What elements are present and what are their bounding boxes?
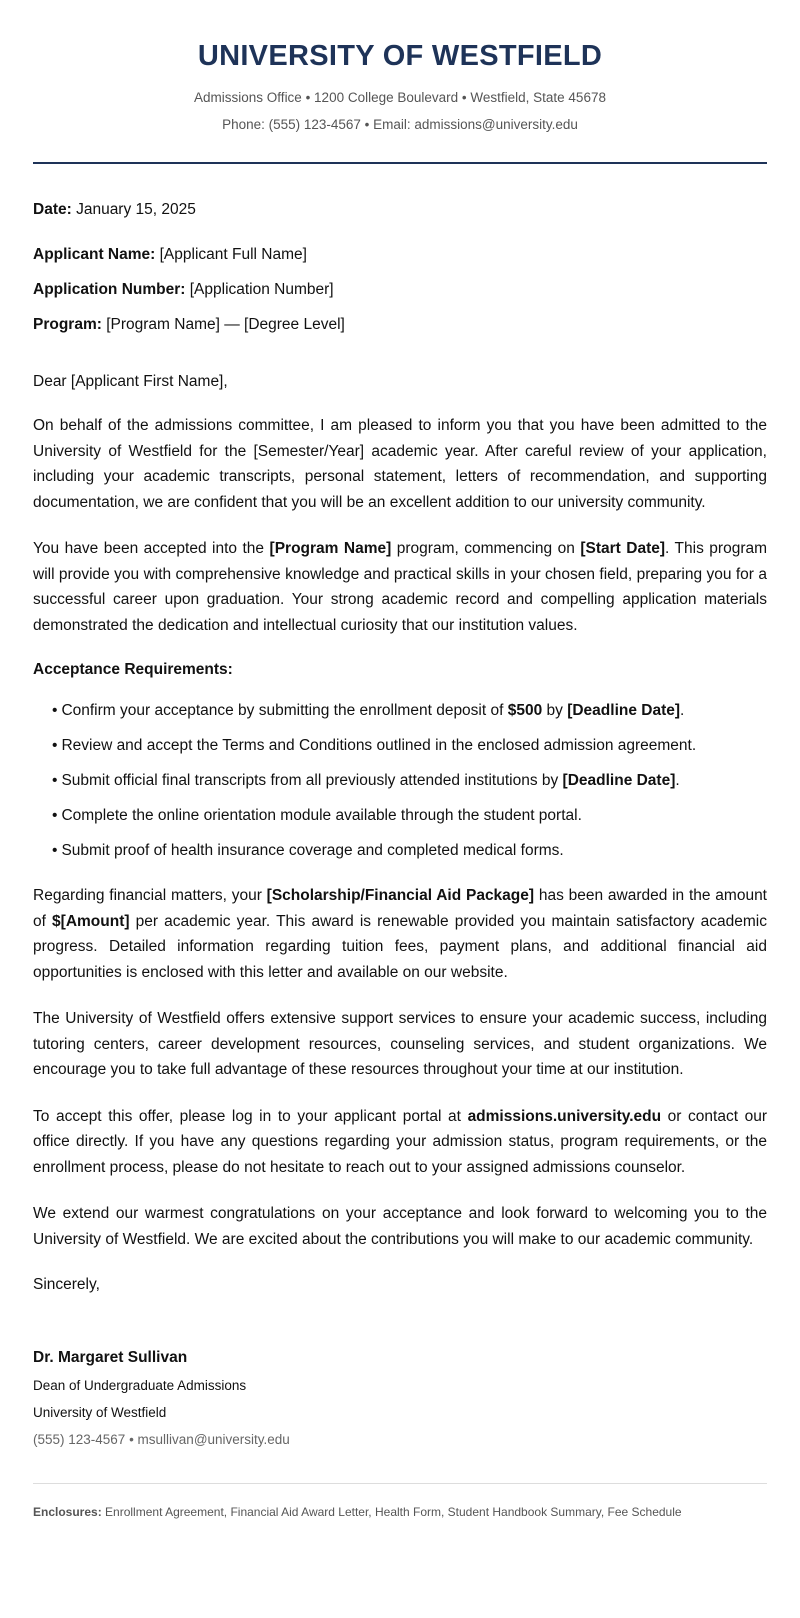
text-span: Regarding financial matters, your (33, 887, 267, 904)
text-span: Submit proof of health insurance coverage and completed medical forms. (61, 842, 564, 859)
list-item (52, 736, 767, 756)
text-span: You have been accepted into the (33, 540, 270, 557)
paragraph-congratulations: We extend our warmest congratulations on your acceptance and look forward to welcoming you to the University of Westfield. We are excited about the contributions you will make to our academic community. (33, 1205, 767, 1248)
bullet-icon: • (52, 842, 58, 859)
program-name-emphasis: [Program Name] (269, 540, 392, 557)
paragraph-program (33, 536, 767, 638)
text-span: . (675, 772, 680, 789)
paragraph-support: The University of Westfield offers extensive support services to ensure your academic success, including tutoring centers, career development resources, counseling services, and student organizations. We encourage you to take full advantage of these resources throughout your time at our institution. (33, 1010, 767, 1078)
text-span: or contact our office directly. If you have any questions regarding your admission status, program requirements, or the enrollment process, please do not hesitate to reach out to your assigned admissions counselor. (33, 1107, 767, 1176)
applicant-name-label: Applicant Name: (33, 246, 156, 263)
deposit-amount: $500 (507, 702, 543, 719)
salutation: Dear [Applicant First Name], (33, 373, 228, 390)
enclosures-list: Enrollment Agreement, Financial Aid Award Letter, Health Form, Student Handbook Summary, Fee Schedule (105, 1505, 682, 1519)
bullet-icon: • (52, 737, 58, 754)
enclosures (33, 1483, 767, 1520)
text-span: Confirm your acceptance by submitting the enrollment deposit of (61, 702, 508, 719)
text-span: has been awarded in the amount of (33, 887, 767, 930)
office-contact: Phone: (555) 123-4567 • Email: admissions@university.edu (222, 117, 578, 132)
bullet-icon: • (52, 702, 58, 719)
text-span: Submit official final transcripts from all previously attended institutions by (61, 772, 563, 789)
signatory-name: Dr. Margaret Sullivan (33, 1349, 188, 1366)
signatory-title: Dean of Undergraduate Admissions (33, 1378, 247, 1393)
text-span: by (542, 702, 568, 719)
list-item (52, 806, 767, 826)
text-span: per academic year. This award is renewable provided you maintain satisfactory academic progress. Detailed information regarding tuition fees, payment plans, and additional financial aid opportunities is enclosed with this letter and available on our website. (33, 912, 767, 981)
office-address: Admissions Office • 1200 College Boulevard • Westfield, State 45678 (194, 90, 606, 105)
letterhead (33, 37, 767, 164)
application-number-row (33, 280, 767, 300)
letter-meta (33, 200, 767, 335)
text-span: Complete the online orientation module available through the student portal. (61, 807, 582, 824)
application-number-label: Application Number: (33, 281, 186, 298)
applicant-name-value: [Applicant Full Name] (159, 246, 307, 263)
application-number-value: [Application Number] (189, 281, 334, 298)
closing: Sincerely, (33, 1276, 100, 1293)
admission-letter (33, 0, 767, 1520)
paragraph-financial (33, 883, 767, 985)
requirements-list (33, 701, 767, 861)
program-label: Program: (33, 316, 102, 333)
program-value: [Program Name] — [Degree Level] (106, 316, 345, 333)
text-span: Review and accept the Terms and Conditions outlined in the enclosed admission agreement. (61, 737, 697, 754)
list-item (52, 771, 767, 791)
aid-package-emphasis: [Scholarship/Financial Aid Package] (266, 887, 535, 904)
university-title: UNIVERSITY OF WESTFIELD (197, 40, 603, 72)
signatory-contact: (555) 123-4567 • msullivan@university.edu (33, 1432, 290, 1447)
bullet-icon: • (52, 807, 58, 824)
text-span: To accept this offer, please log in to your applicant portal at (33, 1107, 468, 1125)
deadline-date: [Deadline Date] (562, 772, 676, 789)
list-item (52, 841, 767, 861)
date-row (33, 200, 767, 220)
enclosures-label: Enclosures: (33, 1505, 102, 1519)
requirements-heading: Acceptance Requirements: (33, 661, 233, 678)
text-span: . This program will provide you with comprehensive knowledge and practical skills in your chosen field, preparing you for a successful career upon graduation. Your strong academic record and compelling application materials demonstrated the dedication and intellectual curiosity that our institution values. (33, 540, 768, 634)
bullet-icon: • (52, 772, 58, 789)
paragraph-accept-offer (33, 1104, 767, 1181)
date-label: Date: (33, 201, 72, 218)
signatory-organization: University of Westfield (33, 1405, 167, 1420)
list-item (52, 701, 767, 721)
applicant-name-row (33, 245, 767, 265)
program-row (33, 315, 767, 335)
deadline-date: [Deadline Date] (567, 702, 681, 719)
aid-amount-emphasis: $[Amount] (52, 912, 130, 930)
date-value: January 15, 2025 (76, 201, 196, 218)
signature-block (33, 1348, 767, 1449)
start-date-emphasis: [Start Date] (580, 540, 666, 557)
text-span: . (680, 702, 685, 719)
text-span: program, commencing on (391, 540, 581, 557)
portal-url: admissions.university.edu (467, 1107, 662, 1125)
paragraph-admission: On behalf of the admissions committee, I am pleased to inform you that you have been admitted to the University of Westfield for the [Semester/Year] academic year. After careful review of your application, including your academic transcripts, personal statement, letters of recommendation, and supporting documentation, we are confident that you will be an excellent addition to our university community. (33, 417, 767, 511)
